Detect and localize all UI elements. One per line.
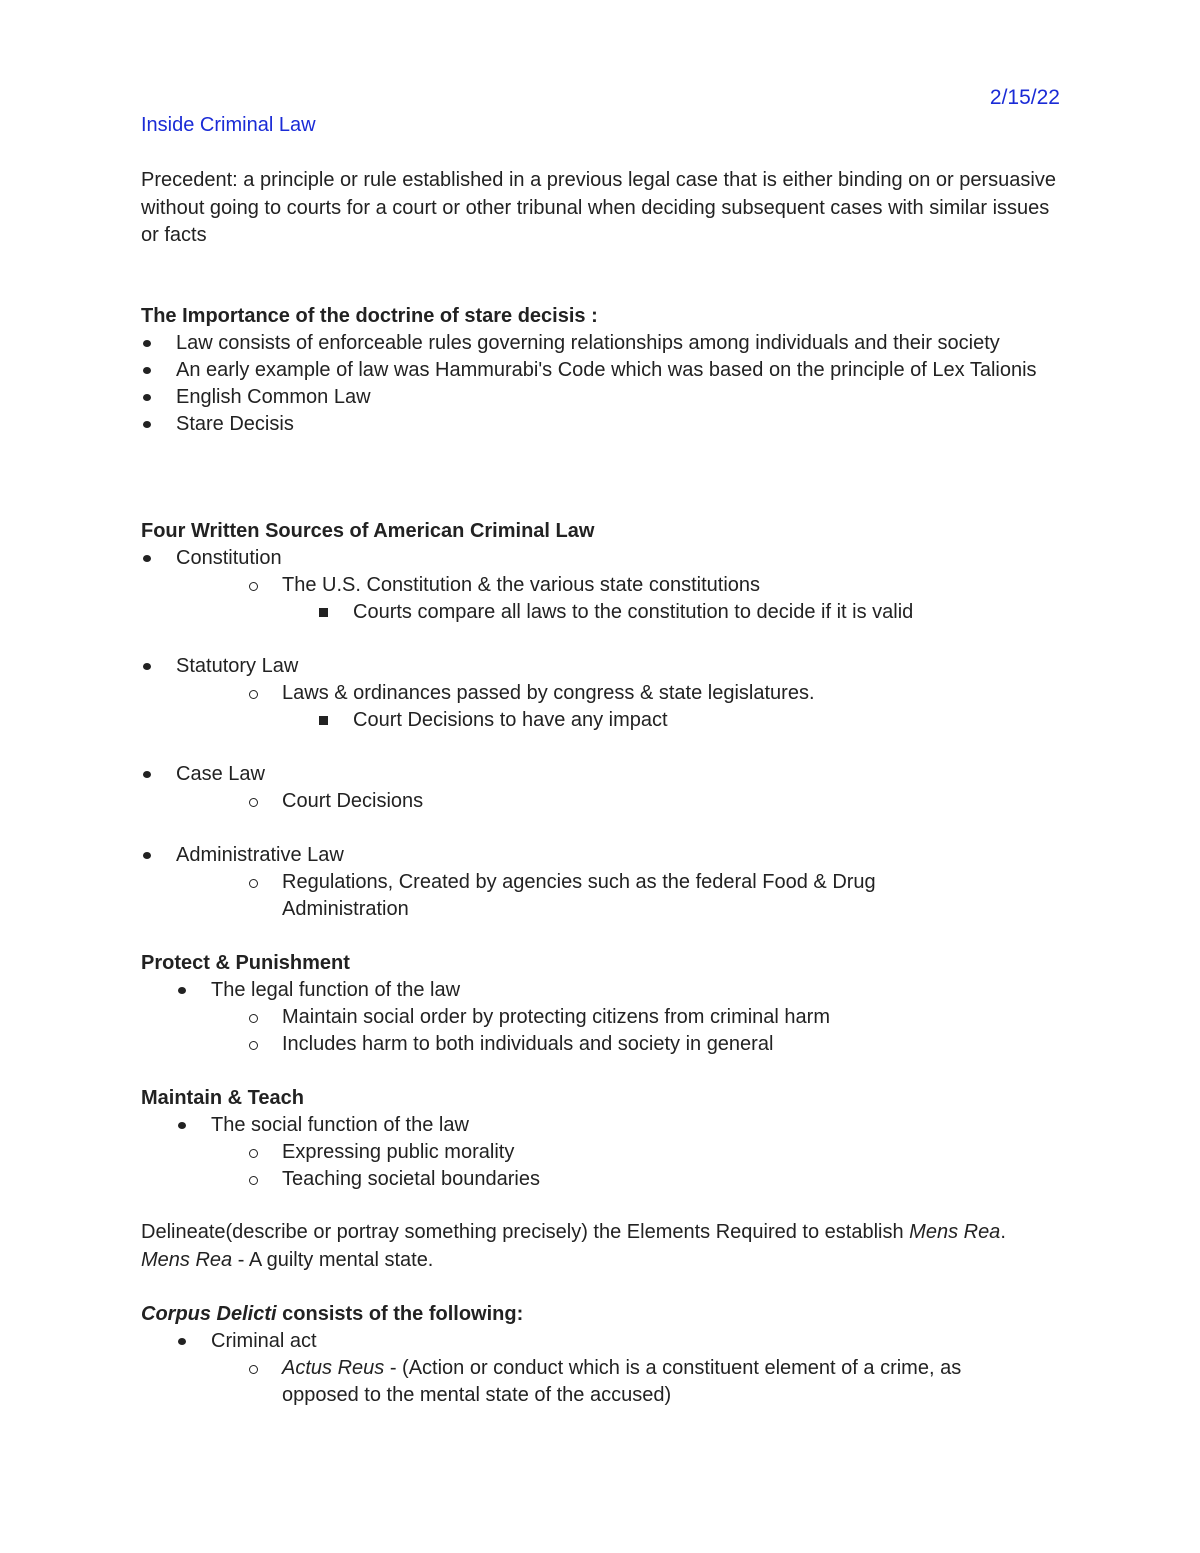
delineate-paragraph	[141, 1219, 1071, 1274]
list-item: The legal function of the law	[141, 977, 1041, 1004]
list-item: Statutory Law	[141, 653, 1041, 680]
actus-reus-term: Actus Reus	[282, 1357, 385, 1379]
sources-administrative-sub	[247, 869, 947, 923]
mens-rea-definition: - A guilty mental state.	[232, 1248, 434, 1271]
stare-decisis-heading: The Importance of the doctrine of stare decisis :	[141, 305, 598, 327]
sources-statutory-subsub	[318, 707, 1078, 734]
list-item: Criminal act	[141, 1328, 1041, 1355]
list-item: The social function of the law	[141, 1112, 1041, 1139]
delineate-end: .	[1000, 1221, 1006, 1243]
sources-administrative	[141, 842, 1041, 869]
stare-decisis-list	[141, 330, 1041, 438]
list-item: The U.S. Constitution & the various state constitutions	[247, 572, 1067, 599]
list-item: Court Decisions	[247, 788, 1067, 815]
protect-sub-list	[247, 1004, 1067, 1058]
maintain-heading: Maintain & Teach	[141, 1087, 304, 1109]
mens-rea-term: Mens Rea	[909, 1221, 1001, 1243]
document-title: Inside Criminal Law	[141, 114, 316, 136]
sources-statutory	[141, 653, 1041, 680]
list-item: English Common Law	[141, 384, 1041, 411]
corpus-heading-rest: consists of the following:	[276, 1303, 524, 1325]
sources-caselaw	[141, 761, 1041, 788]
list-item: Courts compare all laws to the constitution to decide if it is valid	[318, 599, 1078, 626]
corpus-sub-list	[247, 1355, 1007, 1409]
list-item: Includes harm to both individuals and society in general	[247, 1031, 1067, 1058]
sources-constitution-sub	[247, 572, 1067, 599]
corpus-delicti-term: Corpus Delicti	[141, 1303, 277, 1325]
actus-reus-definition: - (Action or conduct which is a constituent element of a crime, as opposed to the mental state of the accused)	[282, 1357, 962, 1406]
list-item: Constitution	[141, 545, 1041, 572]
sources-statutory-sub	[247, 680, 1067, 707]
list-item: Regulations, Created by agencies such as the federal Food & Drug Administration	[247, 869, 947, 923]
corpus-heading	[141, 1301, 523, 1328]
delineate-text: Delineate(describe or portray something precisely) the Elements Required to establish	[141, 1221, 910, 1243]
list-item: Maintain social order by protecting citizens from criminal harm	[247, 1004, 1067, 1031]
protect-heading: Protect & Punishment	[141, 952, 350, 974]
list-item: An early example of law was Hammurabi's Code which was based on the principle of Lex Talionis	[141, 357, 1041, 384]
list-item: Law consists of enforceable rules governing relationships among individuals and their society	[141, 330, 1041, 357]
sources-constitution-subsub	[318, 599, 1078, 626]
list-item: Teaching societal boundaries	[247, 1166, 1067, 1193]
list-item: Laws & ordinances passed by congress & state legislatures.	[247, 680, 1067, 707]
maintain-sub-list	[247, 1139, 1067, 1193]
list-item: Case Law	[141, 761, 1041, 788]
list-item: Stare Decisis	[141, 411, 1041, 438]
list-item: Administrative Law	[141, 842, 1041, 869]
precedent-paragraph: Precedent: a principle or rule established in a previous legal case that is either binding on or persuasive without going to courts for a court or other tribunal when deciding subsequent cases with similar issues or facts	[141, 169, 1056, 246]
sources-constitution	[141, 545, 1041, 572]
list-item	[247, 1355, 1007, 1409]
mens-rea-def-term: Mens Rea	[141, 1248, 233, 1271]
list-item: Expressing public morality	[247, 1139, 1067, 1166]
corpus-list	[141, 1328, 1041, 1355]
sources-caselaw-sub	[247, 788, 1067, 815]
maintain-list	[141, 1112, 1041, 1139]
sources-heading: Four Written Sources of American Criminal Law	[141, 520, 595, 542]
protect-list	[141, 977, 1041, 1004]
list-item: Court Decisions to have any impact	[318, 707, 1078, 734]
document-date: 2/15/22	[989, 86, 1060, 109]
